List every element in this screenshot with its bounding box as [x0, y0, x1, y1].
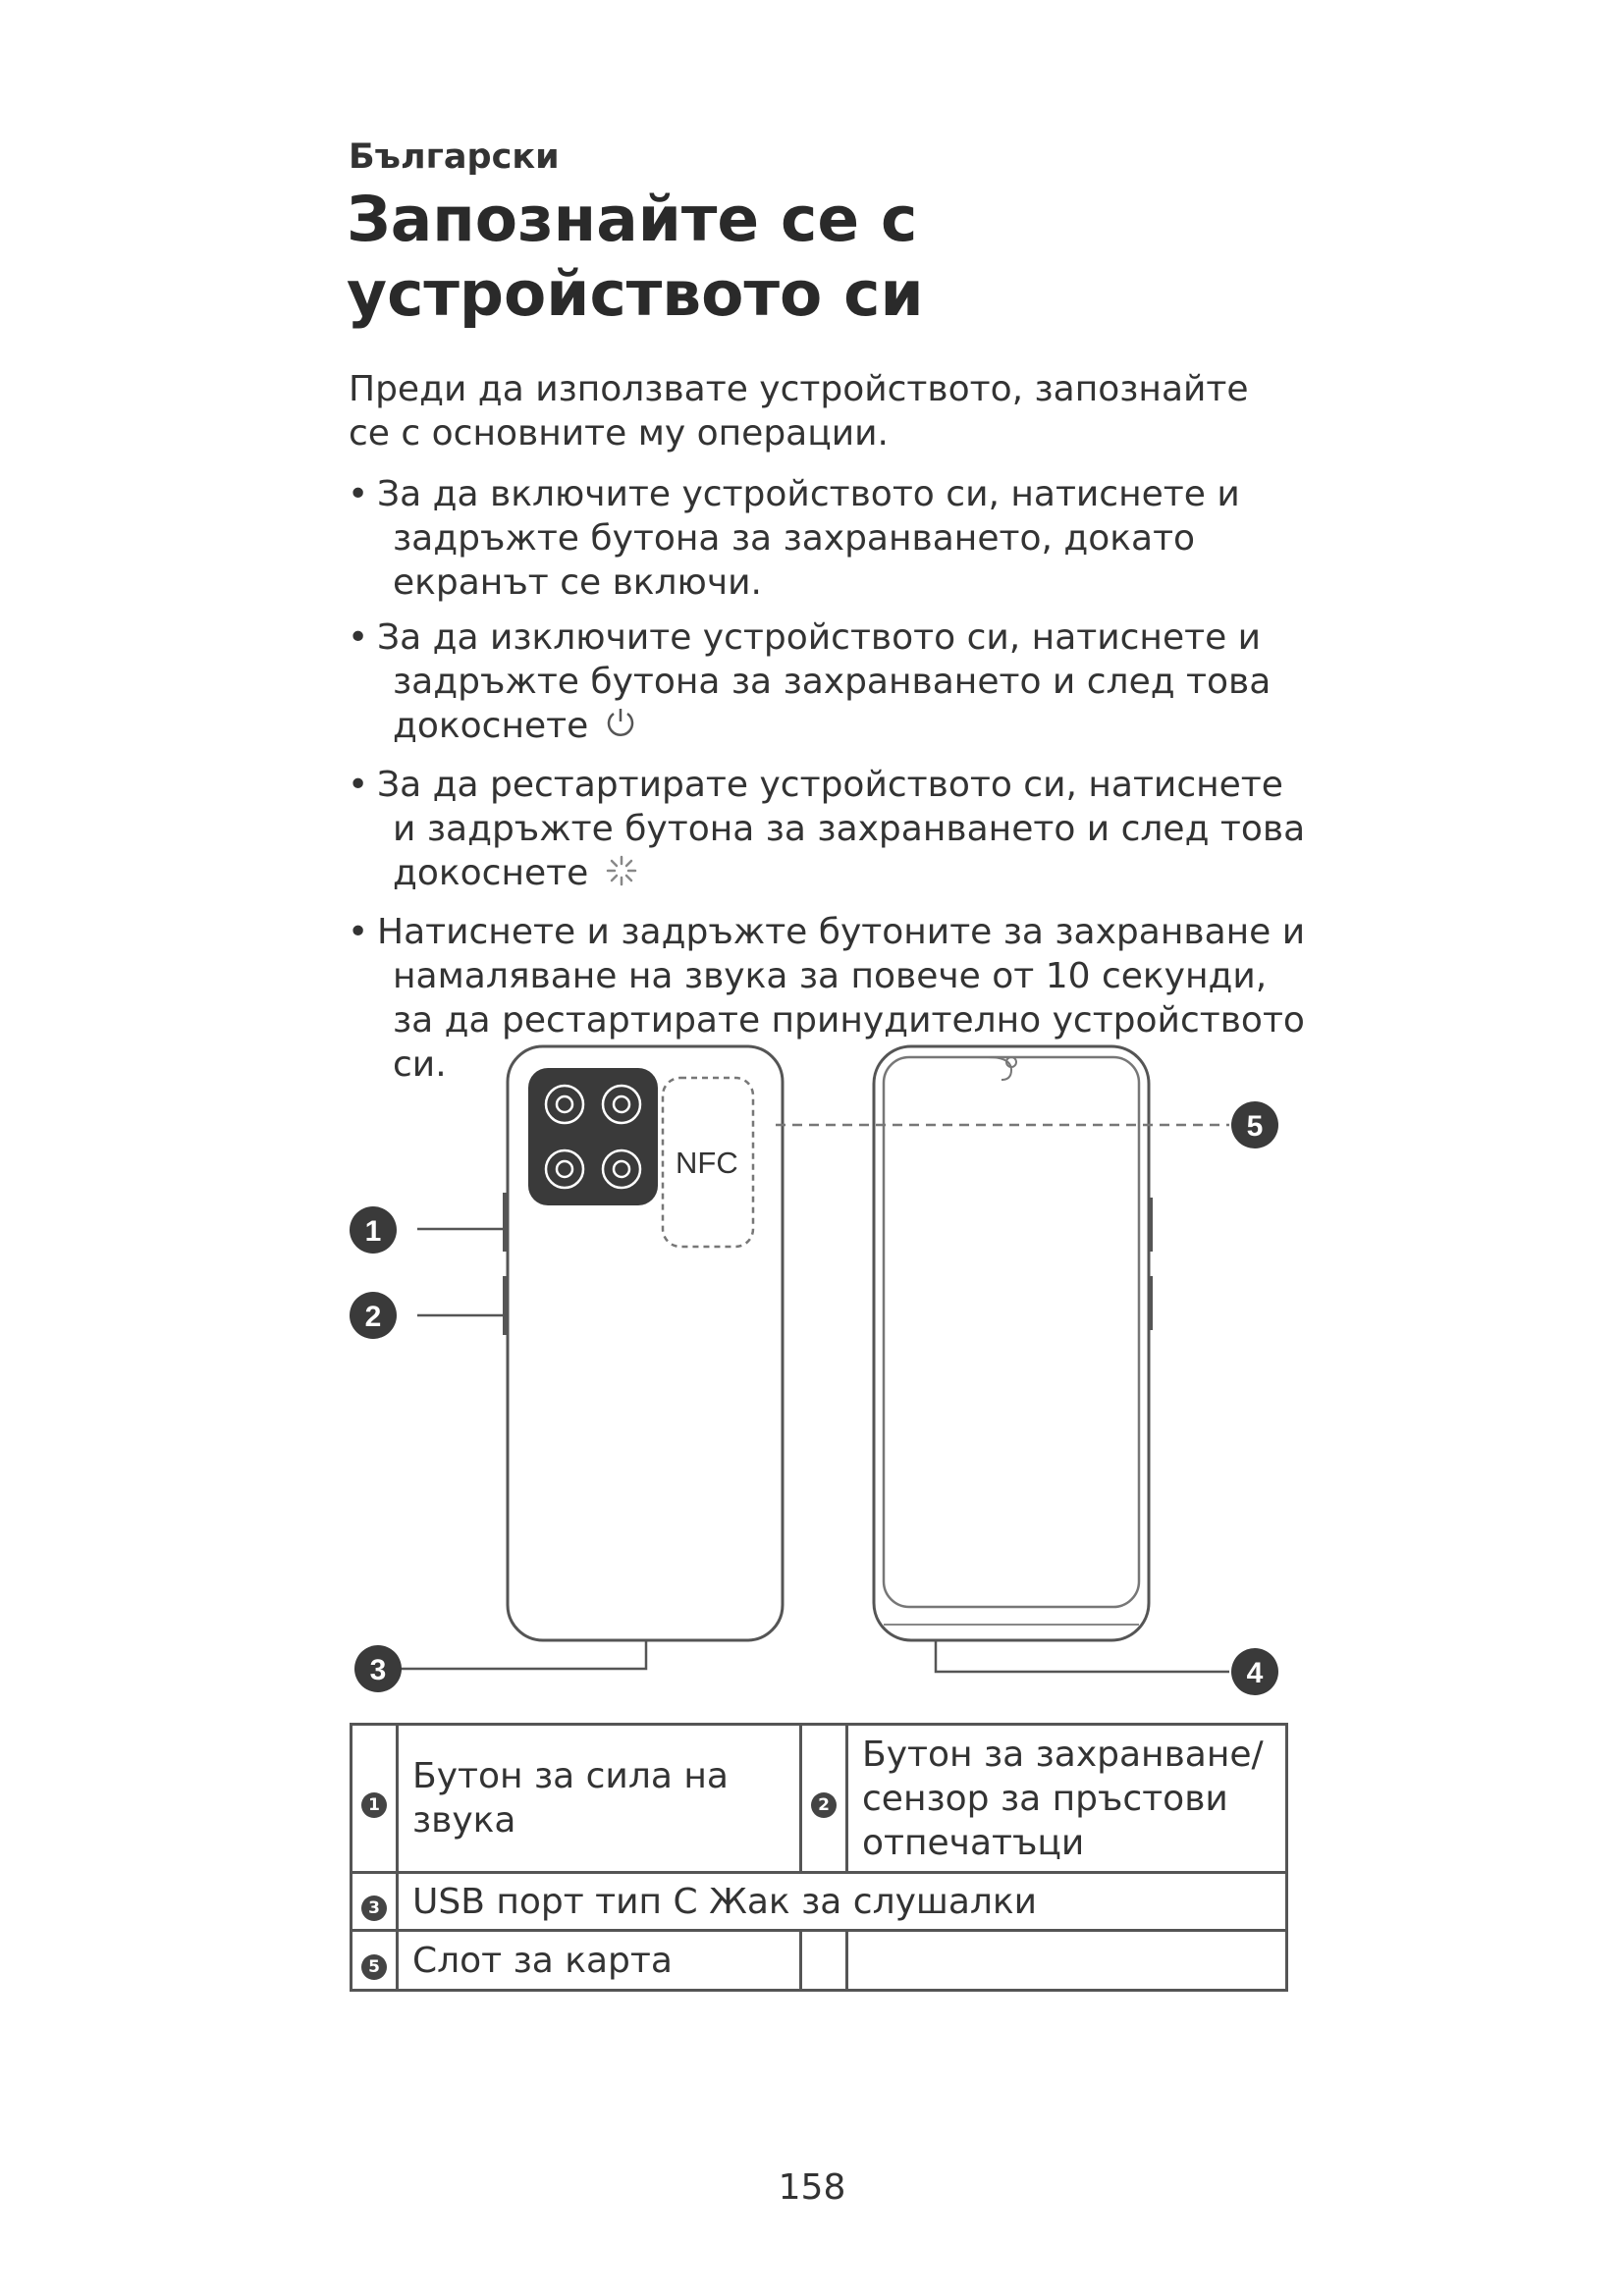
table-row: [352, 1931, 1287, 1991]
bullet-lead: За да изключите устройството си, натиснете и: [377, 617, 1262, 658]
side-key: [1148, 1198, 1153, 1252]
callout-line-3: [401, 1640, 646, 1669]
callout-badge: 5: [361, 1954, 387, 1980]
page-number: 158: [778, 2167, 846, 2208]
legend-cell: Бутон за сила на звука: [398, 1725, 801, 1873]
language-heading: Български: [349, 137, 560, 177]
callout-5: [1231, 1101, 1278, 1148]
bullet-text: задръжте бутона за захранването и след това докоснете: [393, 662, 1272, 746]
callout-badge: 2: [811, 1792, 837, 1818]
list-item: • За да включите устройството си, натиснете и задръжте бутона за захранването, докато екранът се включи.: [348, 474, 1240, 603]
legend-cell-empty: [801, 1931, 847, 1991]
callout-line-4: [936, 1640, 1229, 1672]
table-row: [352, 1873, 1287, 1931]
callout-3: [354, 1645, 402, 1692]
table-row: [352, 1725, 1287, 1873]
svg-text:4: 4: [1246, 1657, 1264, 1689]
callout-badge: 1: [361, 1792, 387, 1818]
legend-table: [350, 1723, 1288, 1992]
volume-button: [503, 1193, 509, 1252]
list-item: • За да рестартирате устройството си, натиснете и задръжте бутона за захранването и след това докоснете: [346, 763, 1308, 899]
svg-text:2: 2: [364, 1301, 382, 1333]
nfc-label: NFC: [676, 1146, 738, 1180]
bullet-lead: Натиснете и задръжте бутоните за захранване и: [377, 912, 1306, 952]
svg-text:5: 5: [1246, 1110, 1264, 1143]
callout-1: [350, 1206, 397, 1254]
power-button: [503, 1276, 509, 1335]
intro-paragraph: Преди да използвате устройството, запознайте се с основните му операции.: [349, 369, 1249, 454]
svg-text:1: 1: [364, 1215, 382, 1248]
svg-text:3: 3: [369, 1654, 387, 1686]
bullet-text: намаляване на звука за повече от 10 секунди, за да рестартирате принудително устройството си.: [393, 956, 1305, 1085]
legend-cell-empty: [847, 1931, 1287, 1991]
list-item: • Натиснете и задръжте бутоните за захранване и намаляване на звука за повече от 10 секунди, за да рестартирате принудително устройството си.: [348, 912, 1306, 1085]
list-item: • За да изключите устройството си, натиснете и задръжте бутона за захранването и след това докоснете: [346, 615, 1308, 752]
bullet-lead: За да рестартирате устройството си, натиснете и: [377, 765, 1283, 849]
camera-module: [528, 1068, 658, 1205]
phone-screen: [884, 1057, 1139, 1607]
callout-badge: 3: [361, 1896, 387, 1921]
legend-cell: Слот за карта: [398, 1931, 801, 1991]
callout-2: [350, 1292, 397, 1339]
callout-4: [1231, 1648, 1278, 1695]
side-key: [1148, 1276, 1153, 1330]
bullet-text: задръжте бутона за захранването, докато екранът се включи.: [393, 518, 1196, 603]
legend-cell: Бутон за захранване/ сензор за пръстови отпечатъци: [847, 1725, 1287, 1873]
page-title: Запознайте се с устройството си: [347, 184, 924, 330]
bullet-lead: За да включите устройството си, натиснете и: [377, 474, 1240, 514]
legend-cell: USB порт тип C Жак за слушалки: [398, 1873, 1287, 1931]
bullet-text: задръжте бутона за захранването и след това докоснете: [393, 809, 1306, 893]
